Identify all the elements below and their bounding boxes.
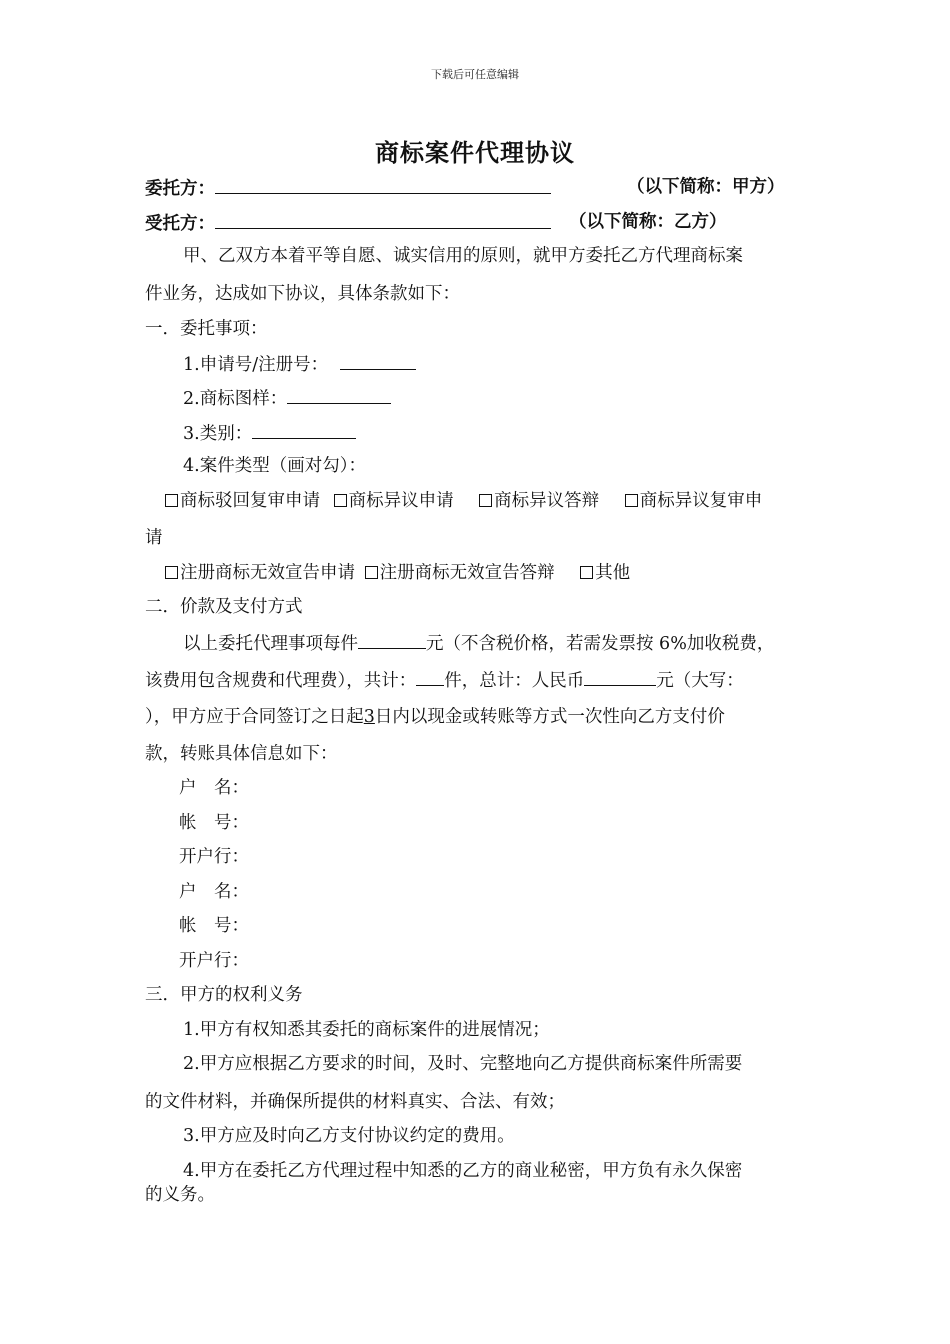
- client-row: [145, 176, 551, 200]
- item-application-number-label: 1.申请号/注册号：: [183, 355, 329, 375]
- checkbox-opposition-application[interactable]: [334, 494, 347, 507]
- account-number-1: 帐 号：: [179, 813, 249, 833]
- section2-heading: 二．价款及支付方式: [145, 597, 303, 617]
- account-number-2: 帐 号：: [179, 916, 249, 936]
- client-name-blank[interactable]: [215, 176, 551, 194]
- price-text: 元（大写：: [656, 671, 744, 691]
- item-application-number: [183, 352, 416, 376]
- case-type-label: 注册商标无效宣告答辩: [379, 563, 555, 583]
- price-line-1: [183, 631, 774, 655]
- right-2-line-1: 2.甲方应根据乙方要求的时间，及时、完整地向乙方提供商标案件所需要: [183, 1054, 743, 1074]
- price-text: 以上委托代理事项每件: [183, 634, 358, 654]
- application-number-blank[interactable]: [340, 352, 416, 370]
- price-text: 该费用包含规费和代理费），共计：: [145, 671, 417, 691]
- case-types-row-1-wrap: 请: [145, 528, 163, 548]
- item-class: [183, 421, 356, 445]
- case-type-label: 商标异议答辩: [494, 491, 600, 511]
- case-count-blank[interactable]: [416, 668, 444, 686]
- right-3: 3.甲方应及时向乙方支付协议约定的费用。: [183, 1126, 515, 1146]
- client-label: 委托方：: [145, 179, 215, 199]
- case-type-label: 商标异议复审申: [639, 491, 763, 511]
- agent-row: [145, 211, 551, 235]
- agent-alias: （以下简称：乙方）: [569, 212, 727, 232]
- section1-heading: 一．委托事项：: [145, 319, 268, 339]
- price-text: ），甲方应于合同签订之日起: [145, 707, 364, 727]
- price-per-case-blank[interactable]: [358, 631, 426, 649]
- section3-heading: 三．甲方的权利义务: [145, 985, 303, 1005]
- trademark-image-blank[interactable]: [287, 386, 391, 404]
- class-blank[interactable]: [252, 421, 356, 439]
- checkbox-rejection-review[interactable]: [165, 494, 178, 507]
- price-line-3: [145, 706, 725, 728]
- price-text: 件，总计：人民币: [444, 671, 585, 691]
- agent-label: 受托方：: [145, 214, 215, 234]
- client-alias: （以下简称：甲方）: [627, 177, 785, 197]
- payment-days: 3: [363, 707, 375, 727]
- case-type-label: 注册商标无效宣告申请: [180, 563, 355, 583]
- price-text: 元（不含税价格，若需发票按 6%加收税费，: [426, 634, 775, 654]
- case-types-row-1: [165, 490, 762, 512]
- checkbox-other[interactable]: [580, 566, 593, 579]
- right-4-line-2: 的义务。: [145, 1185, 215, 1205]
- account-name-1: 户 名：: [179, 778, 249, 798]
- total-amount-blank[interactable]: [584, 668, 656, 686]
- price-line-4: 款，转账具体信息如下：: [145, 744, 338, 764]
- intro-line-2: 件业务，达成如下协议，具体条款如下：: [145, 284, 460, 304]
- right-4-line-1: 4.甲方在委托乙方代理过程中知悉的乙方的商业秘密，甲方负有永久保密: [183, 1161, 743, 1181]
- header-note: 下载后可任意编辑: [431, 68, 519, 81]
- case-type-label: 商标驳回复审申请: [180, 491, 320, 511]
- case-type-label: 商标异议申请: [348, 491, 454, 511]
- intro-line-1: 甲、乙双方本着平等自愿、诚实信用的原则，就甲方委托乙方代理商标案: [183, 246, 743, 266]
- checkbox-opposition-review[interactable]: [625, 494, 638, 507]
- item-case-type: 4.案件类型（画对勾）：: [183, 456, 366, 476]
- item-trademark-image: [183, 386, 391, 410]
- checkbox-invalidation-application[interactable]: [165, 566, 178, 579]
- document-title: 商标案件代理协议: [375, 138, 575, 167]
- item-trademark-image-label: 2.商标图样：: [183, 389, 288, 409]
- price-line-2: [145, 668, 744, 692]
- item-class-label: 3.类别：: [183, 424, 253, 444]
- case-types-row-2: [165, 562, 630, 584]
- checkbox-opposition-reply[interactable]: [479, 494, 492, 507]
- right-1: 1.甲方有权知悉其委托的商标案件的进展情况；: [183, 1020, 550, 1040]
- price-text: 日内以现金或转账等方式一次性向乙方支付价: [374, 707, 725, 727]
- case-type-label: 其他: [595, 563, 631, 583]
- agent-name-blank[interactable]: [215, 211, 551, 229]
- account-name-2: 户 名：: [179, 882, 249, 902]
- right-2-line-2: 的文件材料，并确保所提供的材料真实、合法、有效；: [145, 1092, 565, 1112]
- checkbox-invalidation-reply[interactable]: [365, 566, 378, 579]
- bank-2: 开户行：: [179, 951, 249, 971]
- bank-1: 开户行：: [179, 847, 249, 867]
